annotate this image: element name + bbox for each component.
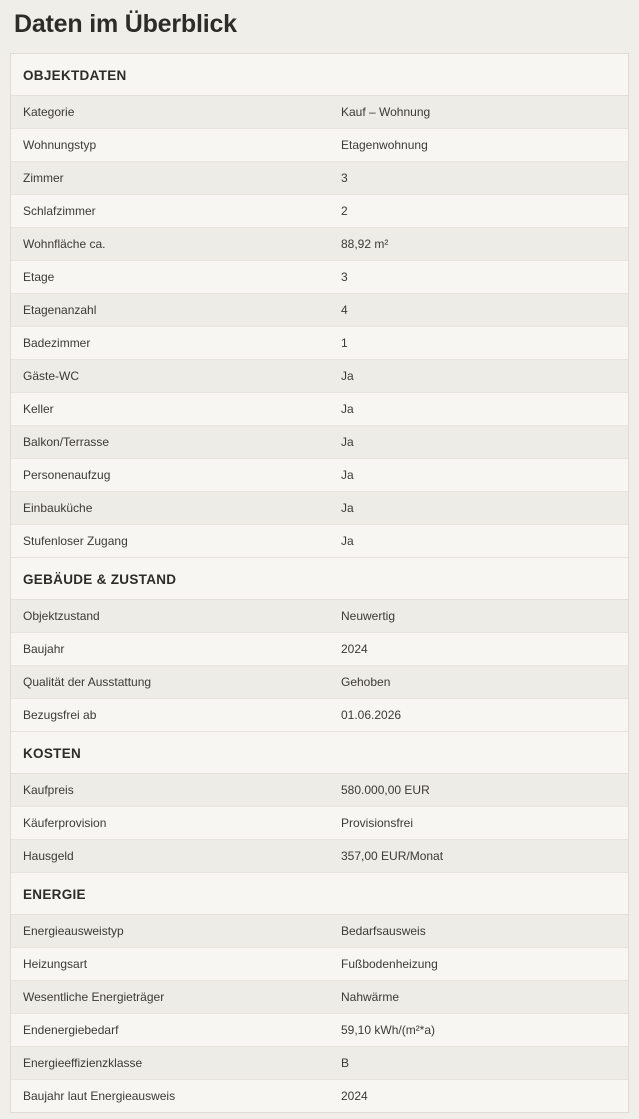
row-value: 4 — [341, 303, 348, 317]
table-row — [11, 840, 628, 873]
row-label: Balkon/Terrasse — [23, 435, 110, 449]
row-label: Keller — [23, 402, 54, 416]
row-label: Bezugsfrei ab — [23, 708, 97, 722]
table-row — [11, 492, 628, 525]
row-label: Zimmer — [23, 171, 64, 185]
row-value: Bedarfsausweis — [341, 924, 426, 938]
row-label: Baujahr — [23, 642, 65, 656]
section-heading: ENERGIE — [11, 873, 628, 915]
table-row — [11, 666, 628, 699]
table-row — [11, 633, 628, 666]
table-row — [11, 699, 628, 732]
sections-container — [11, 54, 628, 1112]
row-value: 3 — [341, 171, 348, 185]
row-label: Wohnfläche ca. — [23, 237, 106, 251]
row-label: Kategorie — [23, 105, 75, 119]
table-row — [11, 1014, 628, 1047]
table-row — [11, 162, 628, 195]
section-heading: GEBÄUDE & ZUSTAND — [11, 558, 628, 600]
row-value: Ja — [341, 501, 354, 515]
row-value: 2024 — [341, 642, 368, 656]
row-value: 357,00 EUR/Monat — [341, 849, 444, 863]
table-row — [11, 426, 628, 459]
row-label: Einbauküche — [23, 501, 93, 515]
table-row — [11, 774, 628, 807]
row-label: Hausgeld — [23, 849, 74, 863]
row-value: Kauf – Wohnung — [341, 105, 431, 119]
table-row — [11, 360, 628, 393]
row-value: Ja — [341, 435, 354, 449]
row-label: Gäste-WC — [23, 369, 80, 383]
row-value: 1 — [341, 336, 348, 350]
row-value: Ja — [341, 402, 354, 416]
table-row — [11, 1047, 628, 1080]
row-value: 2024 — [341, 1089, 368, 1103]
row-label: Stufenloser Zugang — [23, 534, 128, 548]
row-value: Ja — [341, 534, 354, 548]
row-label: Kaufpreis — [23, 783, 74, 797]
table-row — [11, 1080, 628, 1112]
row-value: 580.000,00 EUR — [341, 783, 430, 797]
row-value: 59,10 kWh/(m²*a) — [341, 1023, 436, 1037]
row-value: Fußbodenheizung — [341, 957, 438, 971]
row-label: Qualität der Ausstattung — [23, 675, 152, 689]
row-label: Objektzustand — [23, 609, 100, 623]
row-label: Energieeffizienzklasse — [23, 1056, 143, 1070]
table-row — [11, 195, 628, 228]
table-row — [11, 228, 628, 261]
row-value: Provisionsfrei — [341, 816, 414, 830]
row-label: Baujahr laut Energieausweis — [23, 1089, 176, 1103]
section-heading: KOSTEN — [11, 732, 628, 774]
row-label: Wesentliche Energieträger — [23, 990, 165, 1004]
table-row — [11, 981, 628, 1014]
table-row — [11, 807, 628, 840]
table-row — [11, 393, 628, 426]
row-value: Ja — [341, 468, 354, 482]
row-label: Käuferprovision — [23, 816, 107, 830]
row-value: Neuwertig — [341, 609, 396, 623]
row-value: Gehoben — [341, 675, 391, 689]
row-value: Nahwärme — [341, 990, 400, 1004]
row-value: Etagenwohnung — [341, 138, 428, 152]
row-label: Personenaufzug — [23, 468, 111, 482]
page-title: Daten im Überblick — [14, 10, 237, 38]
table-row — [11, 261, 628, 294]
table-row — [11, 327, 628, 360]
data-table-card — [10, 53, 629, 1113]
table-row — [11, 129, 628, 162]
table-row — [11, 294, 628, 327]
row-label: Heizungsart — [23, 957, 88, 971]
row-value: Ja — [341, 369, 354, 383]
row-value: B — [341, 1056, 350, 1070]
row-label: Etage — [23, 270, 55, 284]
row-value: 3 — [341, 270, 348, 284]
row-label: Wohnungstyp — [23, 138, 97, 152]
table-row — [11, 915, 628, 948]
row-label: Badezimmer — [23, 336, 91, 350]
table-row — [11, 96, 628, 129]
bottom-spacer — [0, 1113, 639, 1119]
row-value: 01.06.2026 — [341, 708, 402, 722]
table-row — [11, 525, 628, 558]
row-value: 88,92 m² — [341, 237, 389, 251]
table-row — [11, 459, 628, 492]
row-label: Etagenanzahl — [23, 303, 97, 317]
row-label: Energieausweistyp — [23, 924, 124, 938]
row-value: 2 — [341, 204, 348, 218]
table-row — [11, 948, 628, 981]
section-heading: OBJEKTDATEN — [11, 54, 628, 96]
row-label: Schlafzimmer — [23, 204, 96, 218]
table-row — [11, 600, 628, 633]
row-label: Endenergiebedarf — [23, 1023, 119, 1037]
